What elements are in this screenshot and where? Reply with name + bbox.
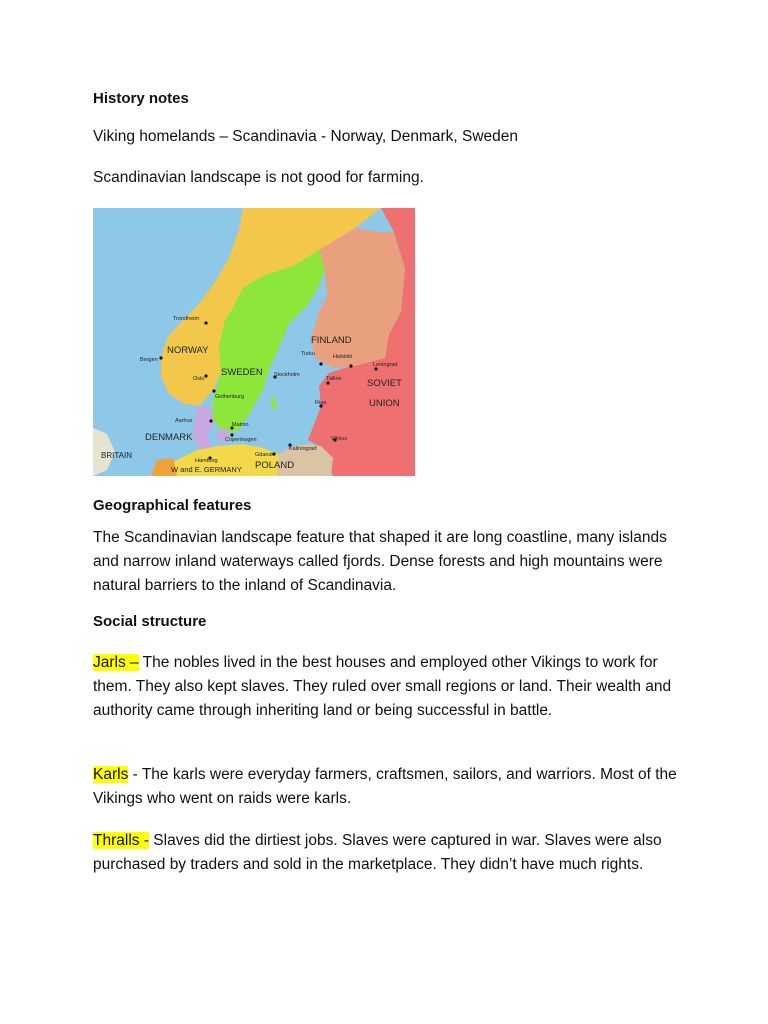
karls-text: - The karls were everyday farmers, craftsmen, sailors, and warriors. Most of the Vikings who went on raids were karls. (93, 766, 677, 807)
landscape-line: Scandinavian landscape is not good for farming. (93, 169, 424, 186)
map-city-bergen: Bergen (140, 357, 158, 363)
map-label-poland: POLAND (255, 460, 295, 471)
jarls-term: Jarls – (93, 654, 139, 671)
map-label-denmark: DENMARK (145, 432, 193, 443)
map-city-riga: Riga (315, 400, 327, 406)
geo-paragraph: The Scandinavian landscape feature that shaped it are long coastline, many islands and narrow inland waterways called fjords. Dense forests and high mountains were natural barriers to the inland of Scandinavia. (93, 529, 667, 594)
map-city-turku: Turku (301, 351, 315, 357)
map-city-aarhus: Aarhus (175, 418, 193, 424)
map-label-norway: NORWAY (167, 345, 209, 356)
social-heading: Social structure (93, 613, 207, 630)
map-city-trondheim: Trondheim (173, 316, 200, 322)
map-city-oslo: Oslo (193, 376, 205, 382)
map-city-malmo: Malmo (232, 422, 249, 428)
map-label-britain: BRITAIN (101, 451, 132, 460)
map-city-leningrad: Leningrad (373, 362, 398, 368)
karls-paragraph (93, 763, 683, 811)
map-label-finland: FINLAND (311, 335, 352, 346)
map-svg (93, 208, 415, 476)
thralls-text: Slaves did the dirtiest jobs. Slaves were captured in war. Slaves were also purchased by traders and sold in the marketplace. They didn’t have much rights. (93, 832, 662, 873)
thralls-paragraph (93, 829, 683, 877)
map-label-union: UNION (369, 398, 400, 409)
map-city-tallinn: Tallinn (326, 376, 342, 382)
map-city-helsinki: Helsinki (333, 354, 353, 360)
map-city-vilnius: Vilnius (331, 436, 348, 442)
map-city-kaliningrad: Kaliningrad (289, 446, 317, 452)
page-title: History notes (93, 90, 189, 107)
map-city-stockholm: Stockholm (274, 372, 300, 378)
map-city-copenhagen: Copenhagen (225, 437, 257, 443)
map-city-hamburg: Hamburg (195, 458, 218, 464)
map-label-soviet: SOVIET (367, 378, 402, 389)
map-label-germany: W and E. GERMANY (171, 465, 242, 474)
map-label-sweden: SWEDEN (221, 367, 263, 378)
jarls-text: The nobles lived in the best houses and employed other Vikings to work for them. They also kept slaves. They ruled over small regions or land. Their wealth and authority came through inheriting land or being successful in battle. (93, 654, 672, 719)
thralls-term: Thralls - (93, 832, 149, 849)
scandinavia-map (93, 208, 415, 476)
geo-heading: Geographical features (93, 497, 252, 514)
map-city-gdansk: Gdansk (255, 452, 274, 458)
map-city-gothenburg: Gothenburg (215, 394, 245, 400)
homelands-line: Viking homelands – Scandinavia - Norway, Denmark, Sweden (93, 128, 519, 145)
jarls-paragraph (93, 651, 683, 723)
karls-term: Karls (93, 766, 129, 783)
